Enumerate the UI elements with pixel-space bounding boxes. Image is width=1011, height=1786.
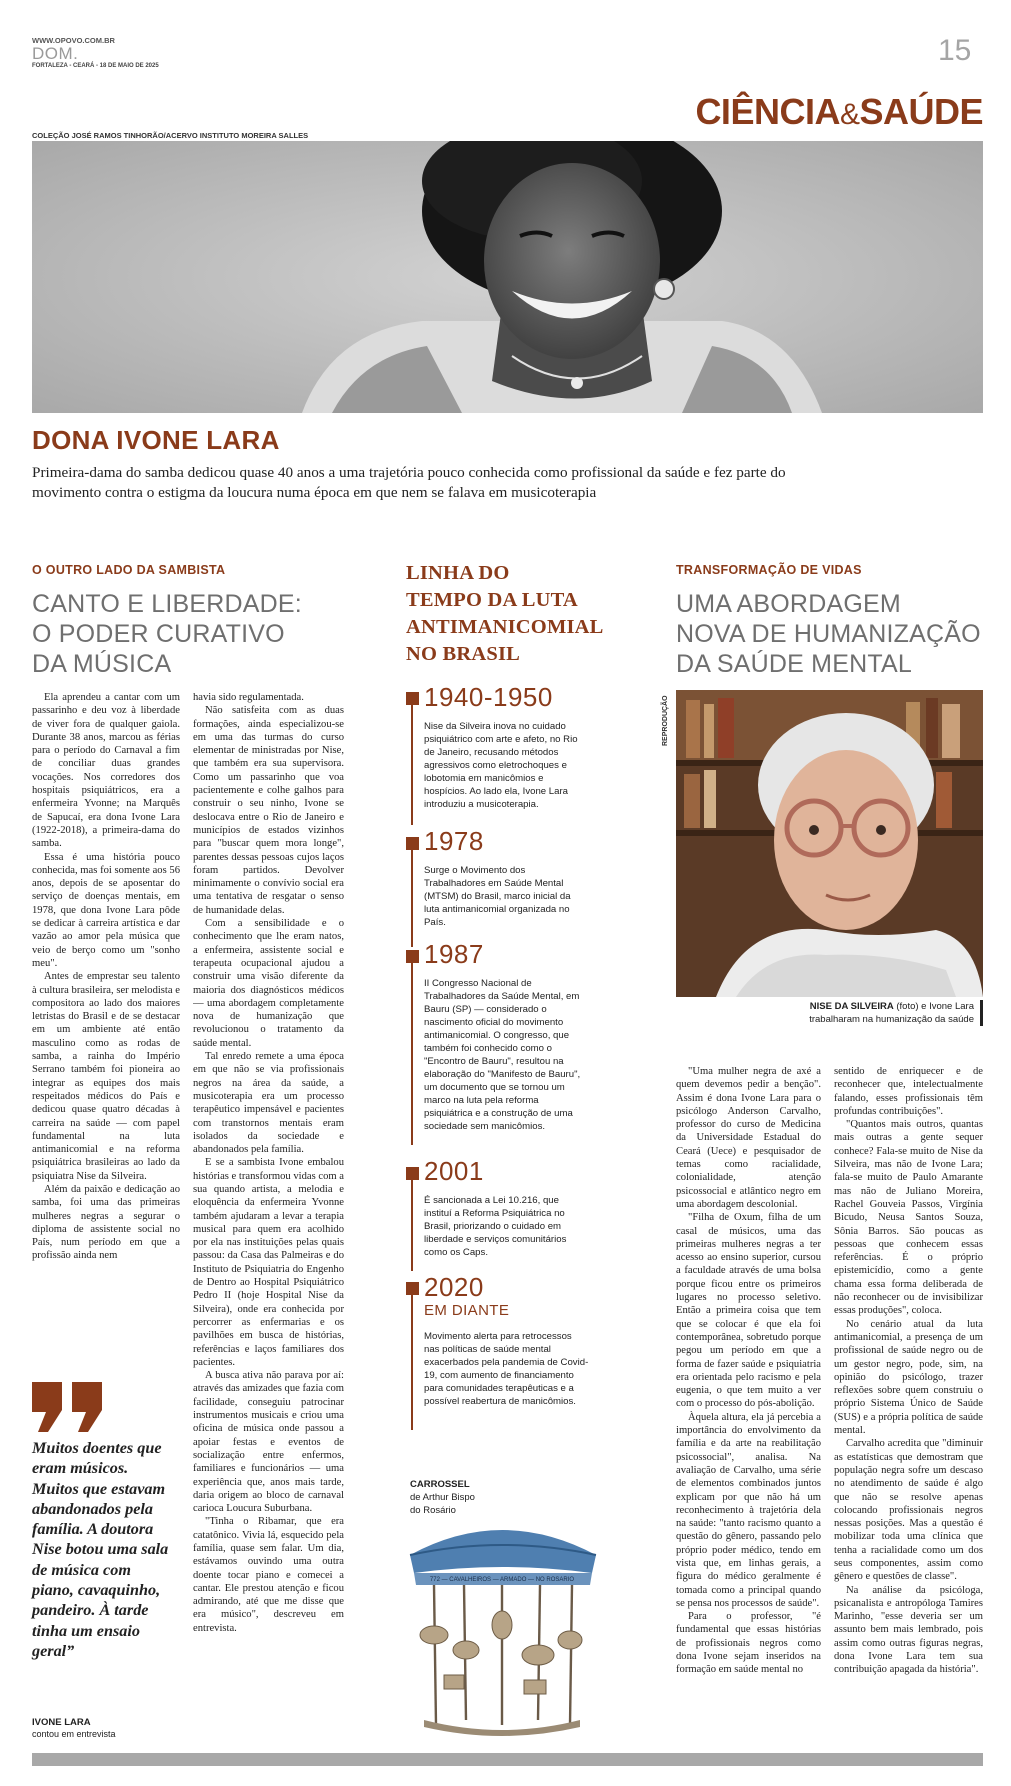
left-title-line: O PODER CURATIVO bbox=[32, 620, 285, 648]
paragraph: Além da paixão e dedicação ao samba, foi uma das primeiras mulheres negras a segurar o diploma de assistente social no País, num período em que a profissão ainda nem bbox=[32, 1183, 180, 1262]
left-title bbox=[32, 589, 372, 679]
timeline-year: 2020 bbox=[424, 1272, 484, 1302]
paragraph: A busca ativa não parava por aí: através das amizades que fazia com facilidade, conseguiu patrocinar instrumentos musicais e criou uma oficina de música onde passou a apoiar festas e eventos de socialização entre enfermos, familiares e funcionários — uma experiência que, anos mais tarde, daria origem ao bloco de carnaval carioca Loucura Suburbana. bbox=[193, 1370, 344, 1515]
timeline-line bbox=[411, 843, 413, 947]
paragraph: Àquela altura, ela já percebia a importância do envolvimento da família e da arte na reabilitação psicossocial", analisa. Na avaliação de Carvalho, uma série de elementos combinados juntos explicam por que não há um reconhecimento à trajetória dela na saúde: "tanto racismo quanto a questão do gênero, passando pelo próprio poder médico, tendo em vista que, em linhas gerais, a figura do médico geralmente é tomada como a principal quando se pensa nos processos de saúde". bbox=[676, 1411, 821, 1609]
footer-bar bbox=[32, 1753, 983, 1766]
timeline-line bbox=[411, 957, 413, 1145]
right-body-col1 bbox=[676, 1065, 821, 1745]
masthead-dateline: FORTALEZA - CEARÁ - 18 DE MAIO DE 2025 bbox=[32, 63, 159, 69]
portrait-illustration bbox=[32, 141, 983, 413]
left-body-col2 bbox=[193, 691, 344, 1741]
right-title bbox=[676, 589, 986, 679]
main-headline: DONA IVONE LARA bbox=[32, 425, 280, 455]
masthead-brand: DOM. bbox=[32, 44, 79, 63]
right-title-line: UMA ABORDAGEM bbox=[676, 590, 901, 618]
right-kicker: TRANSFORMAÇÃO DE VIDAS bbox=[676, 563, 862, 577]
paragraph: Antes de emprestar seu talento à cultura brasileira, ser melodista e compositora ao lado dos maiores letristas do Brasil e de se destacar em um ambiente até então masculino como as rodas de samba, a rainha do Império Serrano também foi pioneira ao integrar as equipes dos mais respeitados médicos do País e dedicou quase quatro décadas à carreira na saúde — com papel fundamental na luta antimanicomial e na reforma psiquiátrica brasileiras ao lado da psiquiatra Nise da Silveira. bbox=[32, 971, 180, 1182]
right-title-line: DA SAÚDE MENTAL bbox=[676, 650, 912, 678]
carrossel-caption-line: de Arthur Bispo bbox=[410, 1492, 475, 1503]
nise-caption-line1 bbox=[676, 1000, 974, 1013]
headline-deck: Primeira-dama do samba dedicou quase 40 anos a uma trajetória pouco conhecida como profissional da saúde e fez parte do movimento contra o estigma da loucura numa época em que nem se falava em musicoterapia bbox=[32, 464, 786, 501]
timeline-line bbox=[411, 697, 413, 825]
paragraph: "Uma mulher negra de axé a quem devemos pedir a benção". Assim é dona Ivone Lara para o psicólogo Anderson Carvalho, professor do curso de Medicina da Universidade Estadual do Ceará (Uece) e pesquisador de temas como racialidade, colonialidade, atenção psicossocial e atlântico negro em uma abordagem descolonial. bbox=[676, 1066, 821, 1210]
paragraph: "Tinha o Ribamar, que era catatônico. Vivia lá, esquecido pela família, quase sem falar. Um dia, estávamos ouvindo uma outra doente tocar piano e comecei a cantar. Ele prestou atenção e ficou admirando, até que me disse que era músico", descreveu em entrevista. bbox=[193, 1516, 344, 1634]
timeline-marker bbox=[406, 1167, 419, 1180]
timeline-text: Nise da Silveira inova no cuidado psiquiátrico com arte e afeto, no Rio de Janeiro, recusando métodos agressivos como eletrochoques e lobotomia em manicômios e hospícios. Ao lado ela, Ivone Lara introduziu a musicoterapia. bbox=[424, 721, 578, 810]
masthead-url[interactable]: WWW.OPOVO.COM.BR bbox=[32, 36, 115, 45]
quote-mark-icon bbox=[32, 1382, 104, 1437]
paragraph: No cenário atual da luta antimanicomial, a presença de um profissional de saúde negro ou de um gestor negro, pode, sim, na opinião do psicólogo, trazer reflexões sobre quem construiu o próprio Sistema Único de Saúde (SUS) e a própria política de saúde mental. bbox=[834, 1318, 983, 1437]
section-part1: CIÊNCIA bbox=[695, 91, 840, 132]
nise-caption bbox=[676, 1000, 974, 1026]
paragraph: "Filha de Oxum, filha de um casal de músicos, uma das primeiras mulheres negras a ter acesso ao ensino superior, cursou a faculdade através de uma bolsa porque ficou entre os primeiros lugares no processo seletivo. Então a primeira coisa que tem que se colocar é que ela foi contemporânea, sobretudo porque pegou um período em que a forma de fazer saúde e psiquiatria era orientada pelo racismo e pela eugenia, o que tem muito a ver com o processo do pós-abolição. bbox=[676, 1212, 821, 1410]
paragraph: Com a sensibilidade e o conhecimento que lhe eram natos, a enfermeira, assistente social e terapeuta ocupacional ajudou a construir uma visão diferente da maioria dos diagnósticos médicos — uma abordagem completamente nova de humanização que revolucionou o tratamento da saúde mental. bbox=[193, 918, 344, 1049]
timeline-line bbox=[411, 1175, 413, 1271]
timeline-text: II Congresso Nacional de Trabalhadores da Saúde Mental, em Bauru (SP) — considerado o nascimento oficial do movimento antimanicomial. O congresso, que também foi conhecido como o "Encontro de Bauru", resultou na elaboração do "Manifesto de Bauru", um documento que se tornou um marco na luta pela reforma psiquiátrica e a construção de uma sociedade sem manicômios. bbox=[424, 978, 581, 1132]
carrossel-image bbox=[404, 1515, 600, 1740]
timeline-marker bbox=[406, 692, 419, 705]
right-title-line: NOVA DE HUMANIZAÇÃO bbox=[676, 620, 981, 648]
paragraph: Para o professor, "é fundamental que essas histórias de profissionais negros como dona Ivone sejam inseridos na formação em saúde mental no bbox=[676, 1611, 821, 1676]
left-title-line: DA MÚSICA bbox=[32, 650, 172, 678]
paragraph: Essa é uma história pouco conhecida, mas foi somente aos 56 anos, depois de se aposentar do serviço de doenças mentais, em 1978, que dona Ivone Lara pôde se dedicar à carreira artística e dar vazão ao amor pela música que veio de berço como um "sonho meu". bbox=[32, 851, 180, 969]
timeline-marker bbox=[406, 950, 419, 963]
paragraph: Na análise da psicóloga, psicanalista e antropóloga Tamires Marinho, "esse deveria ser um assunto bem mais lembrado, pois assim como outras figuras negras, dona Ivone Lara tem sua contribuição apagada da história". bbox=[834, 1584, 983, 1676]
timeline-title bbox=[406, 560, 606, 668]
timeline-line bbox=[411, 1290, 413, 1430]
page-number: 15 bbox=[938, 34, 972, 67]
section-part2: SAÚDE bbox=[859, 91, 983, 132]
timeline-marker bbox=[406, 1282, 419, 1295]
timeline-marker bbox=[406, 837, 419, 850]
timeline-year: 2001 bbox=[424, 1156, 484, 1186]
photo-credit: COLEÇÃO JOSÉ RAMOS TINHORÃO/ACERVO INSTITUTO MOREIRA SALLES bbox=[32, 131, 309, 140]
timeline-title-line: NO BRASIL bbox=[406, 643, 521, 665]
paragraph: havia sido regulamentada. bbox=[193, 692, 304, 703]
paragraph: Carvalho acredita que "diminuir as estatísticas que demostram que população negra sofre um descaso no atendimento de saúde é algo que não se resolve apenas colocando profissionais negros nessas posições. Mas a questão é mobilizar toda uma clínica que tenha a racialidade como um dos seus componentes, assim como gênero e questões de classe". bbox=[834, 1438, 983, 1583]
timeline-title-line: LINHA DO bbox=[406, 562, 510, 584]
carrossel-caption-line: do Rosário bbox=[410, 1505, 456, 1516]
timeline-title-line: TEMPO DA LUTA bbox=[406, 589, 578, 611]
timeline-year-sub: EM DIANTE bbox=[424, 1302, 510, 1319]
hero-photo bbox=[32, 141, 983, 413]
paragraph: Não satisfeita com as duas formações, ainda especializou-se em uma das turmas do curso elementar de ministradas por Nise, que também era sua supervisora. Como um passarinho que voa pacientemente e colhe galhos para construir o seu ninho, Ivone se deslocava entre o Rio de Janeiro e municípios de estados vizinhos para "buscar quem mora longe", parentes dessas pessoas cujos laços foram partidos. Devolver minimamente o convívio social era uma tentativa de resgatar o senso de humanidade delas. bbox=[193, 705, 344, 916]
paragraph: sentido de enriquecer e de reconhecer que, intelectualmente falando, esses profissionais têm profundas contribuições". bbox=[834, 1066, 983, 1117]
timeline-text: É sancionada a Lei 10.216, que instituí a Reforma Psiquiátrica no Brasil, priorizando o cuidado em liberdade e serviços comunitários como os Caps. bbox=[424, 1195, 567, 1258]
left-body-col1 bbox=[32, 691, 180, 1263]
right-body-col2 bbox=[834, 1065, 983, 1745]
timeline-year: 1978 bbox=[424, 826, 484, 856]
nise-caption-line2: trabalharam na humanização da saúde bbox=[809, 1014, 974, 1025]
timeline-text: Surge o Movimento dos Trabalhadores em Saúde Mental (MTSM) do Brasil, marco inicial da luta antimanicomial organizada no País. bbox=[424, 865, 571, 928]
paragraph: "Quantos mais outros, quantas mais outras a gente sequer conhece? Fala-se muito de Nise da Silveira, mas não de Ivone Lara; fala-se muito de Paulo Amarante mas não de Juliano Moreira, Rachel Gouveia Passos, Virgínia Bicudo, Neusa Santos Souza, Sônia Barros. São poucas as pessoas que conhecem essas referências. É o próprio epistemicídio, como a gente chama essa forma deliberada de não reconhecer ou de invisibilizar essas produções", coloca. bbox=[834, 1119, 983, 1317]
carrossel-title: CARROSSEL bbox=[410, 1479, 470, 1490]
quote-author-note: contou em entrevista bbox=[32, 1729, 116, 1739]
timeline-year: 1987 bbox=[424, 939, 484, 969]
timeline-year: 1940-1950 bbox=[424, 682, 553, 712]
nise-caption-bold: NISE DA SILVEIRA bbox=[809, 1001, 894, 1012]
photo-caption-bar bbox=[980, 1000, 983, 1026]
carrossel-banner: 772 — CAVALHEIROS — ARMADO — NO ROSARIO bbox=[429, 1577, 575, 1583]
paragraph: Ela aprendeu a cantar com um passarinho e deu voz à liberdade de viver fora de qualquer gaiola. Durante 38 anos, marcou as férias para o período do Carnaval a fim de conciliar duas grandes vocações. Nos corredores dos hospitais psiquiátricos, era a enfermeira Yvonne; na Marquês de Sapucaí, era dona Ivone Lara (1922-2018), a primeira-dama do samba. bbox=[32, 692, 180, 850]
timeline-text: Movimento alerta para retrocessos nas políticas de saúde mental exacerbados pela pandemia de Covid-19, com aumento de financiamento para comunidades terapêuticas e a possível reabertura de manicômios. bbox=[424, 1331, 589, 1407]
masthead bbox=[32, 36, 232, 70]
timeline-title-line: ANTIMANICOMIAL bbox=[406, 616, 604, 638]
left-title-line: CANTO E LIBERDADE: bbox=[32, 590, 302, 618]
pull-quote: Muitos doentes que eram músicos. Muitos que estavam abandonados pela família. A doutora Nise botou uma sala de música com piano, cavaquinho, pandeiro. À tarde tinha um ensaio geral” bbox=[32, 1439, 169, 1660]
right-photo-credit: REPRODUÇÃO bbox=[662, 695, 669, 746]
paragraph: Tal enredo remete a uma época em que não se via profissionais negros na área da saúde, a musicoterapia era um processo terapêutico impensável e pacientes com transtornos mentais eram isolados da sociedade e abandonados pela família. bbox=[193, 1051, 344, 1156]
section-ampersand: & bbox=[839, 98, 860, 131]
nise-photo bbox=[676, 690, 983, 997]
nise-caption-rest: (foto) e Ivone Lara bbox=[893, 1001, 974, 1012]
carrossel-caption bbox=[410, 1478, 475, 1517]
section-title bbox=[663, 92, 983, 135]
quote-author: IVONE LARA bbox=[32, 1717, 91, 1728]
left-kicker: O OUTRO LADO DA SAMBISTA bbox=[32, 563, 226, 577]
paragraph: E se a sambista Ivone embalou histórias e transformou vidas com a sua quando artista, a melodia e eloquência da enfermeira Yvonne também ajudaram a levar a terapia musical para quem era acolhido por ela nas instituições pelas quais passou: da Casa das Palmeiras e do Instituto de Psiquiatria do Engenho de Dentro ao Hospital Psiquiátrico Pedro II (hoje Hospital Nise da Silveira), onde era conhecida por percorrer as enfermarias e os pavilhões em busca de histórias, referências e laços familiares dos pacientes. bbox=[193, 1157, 344, 1368]
